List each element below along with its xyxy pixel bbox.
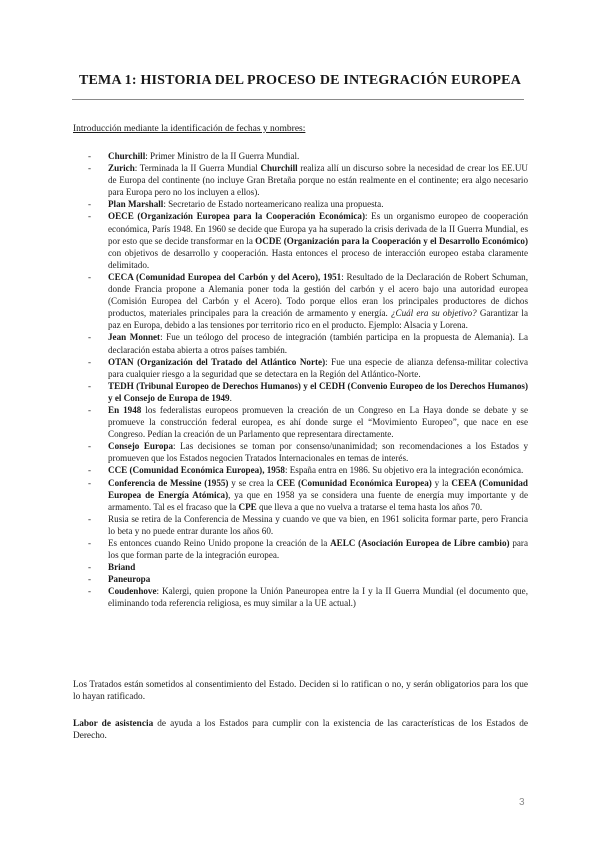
- item-term: Zurich: [108, 163, 135, 174]
- list-item-briand: [88, 561, 528, 573]
- item-text: : Resultado de la Declaración de Robert Schuman, donde Francia propone a Alemania poner toda la gestión del carbón y el acero bajo una autoridad europea (Comisión Europea del Carbón y el Acero). Todo porque ellos eran los principales productores de dichos productos, materiales principales para la creación de armamento y energía.: [108, 271, 528, 319]
- item-text: : Primer Ministro de la II Guerra Mundial.: [145, 151, 300, 161]
- item-text: : Secretario de Estado norteamericano realiza una propuesta.: [163, 199, 384, 210]
- item-text: : Las decisiones se toman por consenso/unanimidad; son recomendaciones a los Estados y promueven que los Estados negocien Tratados Internacionales en temas de interés.: [108, 441, 528, 464]
- item-text: Garantizar la paz en Europa, debido a las tensiones por territorio rico en el producto. Ejemplo: Alsacia y Lorena.: [108, 308, 528, 331]
- list-item-otan: [88, 356, 528, 380]
- item-term: OTAN (Organización del Tratado del Atlántico Norte): [108, 356, 326, 367]
- item-term: AELC (Asociación Europea de Libre cambio): [330, 538, 510, 548]
- list-item-messine: [88, 477, 528, 513]
- item-text: : Terminada la II Guerra Mundial: [134, 163, 261, 174]
- item-text: : Fue una especie de alianza defensa-militar colectiva para cualquier riesgo a la seguridad que se detectara en la Región del Atlántico-Norte.: [108, 356, 528, 379]
- item-term: TEDH (Tribunal Europeo de Derechos Humanos) y el CEDH (Convenio Europeo de los Derechos Humanos) y el Consejo de Europa de 1949: [108, 380, 528, 403]
- list-item-churchill: [88, 150, 528, 162]
- item-text: : Kalergi, quien propone la Unión Paneuropea entre la I y la II Guerra Mundial (el documento que, eliminando toda referencia religiosa, es muy similar a la UE actual.): [108, 586, 528, 609]
- item-term: CPE: [238, 501, 257, 512]
- title-divider: [72, 99, 524, 100]
- bullet-dash: -: [88, 513, 92, 524]
- bullet-dash: -: [88, 477, 92, 488]
- intro-heading: Introducción mediante la identificación de fechas y nombres:: [73, 124, 306, 134]
- list-item-consejo-europa: [88, 440, 528, 464]
- list-item-oece: [88, 210, 528, 270]
- item-term: Consejo Europa: [108, 441, 174, 452]
- bullet-dash: -: [88, 586, 92, 597]
- item-text: , ya que en 1958 ya se considera una fuente de energía muy importante y de armamento. Tal es el fracaso que la: [108, 489, 528, 512]
- item-term: CEEA (Comunidad Europea de Energía Atómica): [108, 477, 528, 500]
- bullet-dash: -: [88, 271, 92, 282]
- item-term: OECE (Organización Europea para la Cooperación Económica): [108, 211, 365, 222]
- bullet-dash: -: [88, 538, 92, 548]
- item-term: CEE (Comunidad Económica Europea): [276, 477, 432, 488]
- treaties-paragraph: Los Tratados están sometidos al consentimiento del Estado. Deciden si lo ratifican o no, y serán obligatorios para los que lo hayan ratificado.: [73, 680, 528, 703]
- item-term: Jean Monnet: [108, 332, 161, 343]
- paragraph-text: de ayuda a los Estados para cumplir con la existencia de las características de los Estados de Derecho.: [73, 719, 528, 742]
- list-item-cce: [88, 464, 528, 476]
- item-text: realiza allí un discurso sobre la necesidad de crear los EE.UU de Europa del continente (no incluye Gran Bretaña porque no están realmente en el continente; era algo necesario para Europa pero no los incluyen a ellos).: [108, 163, 528, 198]
- item-text: que lleva a que no vuelva a tratarse el tema hasta los años 70.: [256, 501, 483, 512]
- item-term: En 1948: [108, 404, 142, 415]
- item-term: CECA (Comunidad Europea del Carbón y del Acero), 1951: [108, 271, 342, 282]
- item-term: OCDE (Organización para la Cooperación y el Desarrollo Económico): [255, 235, 528, 246]
- item-term: Briand: [108, 562, 136, 573]
- list-item-zurich: [88, 162, 528, 198]
- item-term: Coudenhove: [108, 586, 157, 597]
- item-text: Rusia se retira de la Conferencia de Messina y cuando ve que va bien, en 1961 solicita formar parte, pero Francia lo beta y no puede entrar durante los años 60.: [108, 513, 528, 536]
- item-term: Plan Marshall: [108, 199, 164, 210]
- bullet-dash: -: [88, 211, 92, 222]
- list-item-rusia: [88, 513, 528, 537]
- item-text: .: [229, 392, 232, 403]
- item-text: y se crea la: [228, 477, 277, 488]
- list-item-1948: [88, 404, 528, 440]
- item-text: y la: [431, 477, 452, 488]
- list-item-ceca: [88, 271, 528, 331]
- bullet-dash: -: [88, 562, 92, 573]
- item-text: para los que forman parte de la integración europea.: [108, 538, 528, 561]
- list-item-plan-marshall: [88, 198, 528, 210]
- bullet-dash: -: [88, 404, 92, 415]
- item-text: con objetivos de desarrollo y cooperación. Hasta entonces el proceso de interacción europeo estaba claramente delimitado.: [108, 247, 528, 270]
- bullet-dash: -: [88, 163, 92, 174]
- list-item-jean-monnet: [88, 331, 528, 355]
- assistance-paragraph: [73, 718, 528, 743]
- names-dates-list: [88, 150, 528, 610]
- item-text: Es entonces cuando Reino Unido propone la creación de la: [108, 538, 331, 548]
- list-item-aelc: [88, 537, 528, 561]
- bullet-dash: -: [88, 441, 92, 452]
- item-text: : Es un organismo europeo de cooperación económica, París 1948. En 1960 se decide que Europa ya ha superado la crisis derivada de la II Guerra Mundial, es por esto que se decide transformar en la: [108, 211, 528, 246]
- item-text: : España entra en 1986. Su objetivo era la integración económica.: [284, 465, 524, 476]
- item-term: CCE (Comunidad Económica Europea), 1958: [108, 465, 285, 476]
- item-term: Paneuropa: [108, 574, 151, 585]
- paragraph-term: Labor de asistencia: [73, 719, 154, 729]
- list-item-paneuropa: [88, 573, 528, 585]
- item-question: ¿Cuál era su objetivo?: [390, 308, 477, 319]
- item-text: los federalistas europeos promueven la creación de un Congreso en La Haya donde se debate y se promueve la construcción federal europea, es ahí donde surge el “Movimiento Europeo”, que nace en ese Congreso. Pedían la creación de un Parlamento que representara directamente.: [108, 404, 528, 440]
- item-text: : Fue un teólogo del proceso de integración (también participa en la propuesta de Alemania). La declaración estaba abierta a otros países también.: [108, 332, 528, 355]
- bullet-dash: -: [88, 356, 92, 367]
- page-number: 3: [519, 797, 525, 808]
- bullet-dash: -: [88, 380, 92, 391]
- bullet-dash: -: [88, 332, 92, 343]
- list-item-tedh: [88, 380, 528, 404]
- item-term: Churchill: [260, 163, 298, 174]
- item-term: Conferencia de Messine (1955): [108, 477, 229, 488]
- page-title: TEMA 1: HISTORIA DEL PROCESO DE INTEGRACIÓN EUROPEA: [78, 73, 522, 88]
- bullet-dash: -: [88, 465, 92, 476]
- item-term: Churchill: [108, 151, 146, 161]
- bullet-dash: -: [88, 151, 92, 161]
- bullet-dash: -: [88, 574, 92, 585]
- list-item-coudenhove: [88, 585, 528, 609]
- bullet-dash: -: [88, 199, 92, 210]
